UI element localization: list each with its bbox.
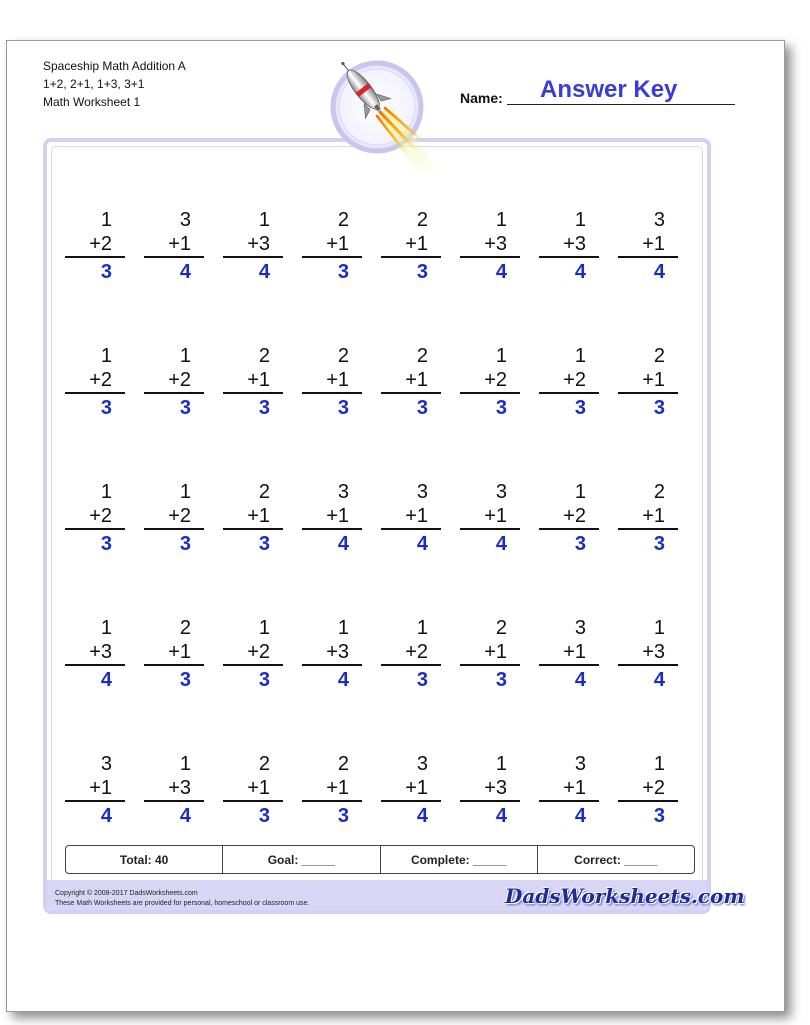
answer-value: 4 [495,261,507,283]
score-bar [65,845,695,874]
answer-value: 3 [337,261,349,283]
addition-problem [302,208,362,284]
addend-bottom: +1 [539,640,599,666]
addend-top: 1 [495,753,507,775]
addend-top: 1 [574,345,586,367]
addend-top: 1 [100,481,112,503]
addend-bottom: +2 [144,368,204,394]
addend-top: 2 [337,753,349,775]
addend-top: 2 [179,617,191,639]
addend-bottom: +2 [539,504,599,530]
answer-value: 4 [574,805,586,827]
addition-problem [65,616,125,692]
addend-top: 2 [337,209,349,231]
addend-top: 2 [416,209,428,231]
addend-bottom: +1 [302,368,362,394]
usage-notice: These Math Worksheets are provided for personal, homeschool or classroom use. [55,900,310,907]
addend-top: 1 [653,753,665,775]
answer-value: 4 [653,669,665,691]
score-total: Total: 40 [66,846,223,873]
addend-top: 1 [495,345,507,367]
addend-bottom: +1 [539,776,599,802]
addition-problem [618,752,678,828]
addition-problem [539,616,599,692]
addend-bottom: +2 [144,504,204,530]
addend-bottom: +1 [223,776,283,802]
addend-top: 2 [258,753,270,775]
addition-problem [144,344,204,420]
answer-value: 4 [258,261,270,283]
answer-value: 3 [179,533,191,555]
addition-problem [223,480,283,556]
addition-problem [539,208,599,284]
answer-value: 3 [653,397,665,419]
addition-problem [223,752,283,828]
addition-problem [65,208,125,284]
worksheet-facts: 1+2, 2+1, 1+3, 3+1 [43,77,145,91]
addend-top: 1 [179,753,191,775]
addend-top: 2 [258,345,270,367]
addend-bottom: +1 [302,776,362,802]
addend-top: 1 [100,617,112,639]
addend-top: 1 [574,481,586,503]
answer-value: 3 [258,533,270,555]
answer-value: 3 [337,397,349,419]
addend-bottom: +1 [381,776,441,802]
addend-bottom: +2 [460,368,520,394]
answer-value: 3 [574,397,586,419]
addend-top: 2 [337,345,349,367]
addend-bottom: +2 [381,640,441,666]
addend-top: 2 [653,345,665,367]
addition-problem [381,344,441,420]
answer-value: 3 [100,397,112,419]
answer-value: 3 [574,533,586,555]
addition-problem [302,480,362,556]
addition-problem [460,344,520,420]
addend-bottom: +3 [618,640,678,666]
answer-value: 4 [495,533,507,555]
addend-bottom: +2 [223,640,283,666]
addend-top: 1 [179,345,191,367]
addend-bottom: +3 [539,232,599,258]
addend-top: 3 [495,481,507,503]
addition-problem [381,480,441,556]
name-underline [507,104,735,105]
addend-bottom: +1 [223,368,283,394]
addend-top: 3 [337,481,349,503]
addition-problem [460,208,520,284]
answer-value: 4 [179,805,191,827]
addend-bottom: +1 [381,504,441,530]
addend-top: 2 [258,481,270,503]
addend-bottom: +1 [618,504,678,530]
addition-problem [302,752,362,828]
addend-top: 3 [416,481,428,503]
addition-problem [539,752,599,828]
addition-problem [381,616,441,692]
addend-bottom: +3 [302,640,362,666]
addend-top: 3 [574,753,586,775]
answer-value: 3 [416,261,428,283]
addend-bottom: +1 [381,232,441,258]
addend-top: 2 [495,617,507,639]
addend-bottom: +2 [618,776,678,802]
addend-top: 2 [653,481,665,503]
answer-value: 3 [495,669,507,691]
copyright-line: Copyright © 2008-2017 DadsWorksheets.com [55,890,198,897]
answer-value: 3 [179,669,191,691]
answer-value: 4 [653,261,665,283]
addend-top: 3 [574,617,586,639]
addend-top: 3 [416,753,428,775]
answer-value: 3 [258,805,270,827]
rocket-icon [322,52,442,172]
brand-logo: DadsWorksheets.com [505,884,745,908]
addend-bottom: +1 [65,776,125,802]
answer-value: 3 [337,805,349,827]
score-correct: Correct: _____ [574,852,658,867]
addend-top: 3 [179,209,191,231]
answer-value: 4 [100,805,112,827]
addend-top: 1 [258,617,270,639]
addend-top: 1 [495,209,507,231]
name-value: Answer Key [540,76,678,103]
addend-bottom: +1 [223,504,283,530]
addition-problem [539,344,599,420]
answer-value: 3 [416,397,428,419]
answer-value: 3 [653,805,665,827]
answer-value: 4 [416,533,428,555]
addition-problem [460,752,520,828]
addition-problem [302,616,362,692]
addition-problem [618,480,678,556]
answer-value: 3 [258,669,270,691]
addend-top: 3 [100,753,112,775]
addend-bottom: +3 [460,232,520,258]
addition-problem [618,616,678,692]
addition-problem [65,752,125,828]
answer-value: 4 [179,261,191,283]
addition-problem [223,208,283,284]
addend-top: 1 [337,617,349,639]
addend-top: 1 [179,481,191,503]
addend-bottom: +1 [144,232,204,258]
answer-value: 4 [416,805,428,827]
addition-problem [223,616,283,692]
addend-bottom: +2 [65,368,125,394]
addend-bottom: +1 [460,504,520,530]
addition-problem [381,208,441,284]
answer-value: 3 [495,397,507,419]
addend-bottom: +1 [460,640,520,666]
answer-value: 3 [653,533,665,555]
addition-problem [460,616,520,692]
addend-bottom: +2 [65,232,125,258]
addend-bottom: +1 [618,232,678,258]
answer-value: 4 [495,805,507,827]
worksheet-header [43,57,186,111]
name-field [460,74,735,106]
addend-top: 1 [574,209,586,231]
answer-value: 4 [574,669,586,691]
answer-value: 3 [258,397,270,419]
addition-problem [144,616,204,692]
addend-bottom: +2 [65,504,125,530]
worksheet-subtitle: Math Worksheet 1 [43,95,141,109]
name-label: Name: [460,90,503,106]
addend-bottom: +1 [381,368,441,394]
addend-bottom: +1 [302,504,362,530]
addition-problem [144,480,204,556]
answer-value: 4 [337,669,349,691]
addend-bottom: +1 [302,232,362,258]
addend-bottom: +3 [223,232,283,258]
addend-bottom: +3 [144,776,204,802]
answer-value: 4 [100,669,112,691]
addition-problem [65,344,125,420]
addend-top: 1 [100,345,112,367]
addend-top: 2 [416,345,428,367]
answer-value: 4 [574,261,586,283]
addend-top: 3 [653,209,665,231]
addend-top: 1 [100,209,112,231]
addition-problem [302,344,362,420]
addition-problem [144,752,204,828]
addend-top: 1 [653,617,665,639]
addend-bottom: +3 [65,640,125,666]
addition-problem [618,208,678,284]
answer-value: 3 [179,397,191,419]
addition-problem [460,480,520,556]
addition-problem [65,480,125,556]
addition-problem [618,344,678,420]
answer-value: 3 [100,533,112,555]
worksheet-title: Spaceship Math Addition A [43,59,186,73]
addend-bottom: +2 [539,368,599,394]
addend-top: 1 [258,209,270,231]
addition-problem [144,208,204,284]
addend-bottom: +1 [144,640,204,666]
addend-bottom: +3 [460,776,520,802]
answer-value: 3 [100,261,112,283]
footer-copyright [55,889,309,909]
score-goal: Goal: _____ [223,846,380,873]
addition-problem [223,344,283,420]
addition-problem [381,752,441,828]
answer-value: 3 [416,669,428,691]
addend-top: 1 [416,617,428,639]
answer-value: 4 [337,533,349,555]
addition-problem [539,480,599,556]
addend-bottom: +1 [618,368,678,394]
score-complete: Complete: _____ [381,846,538,873]
